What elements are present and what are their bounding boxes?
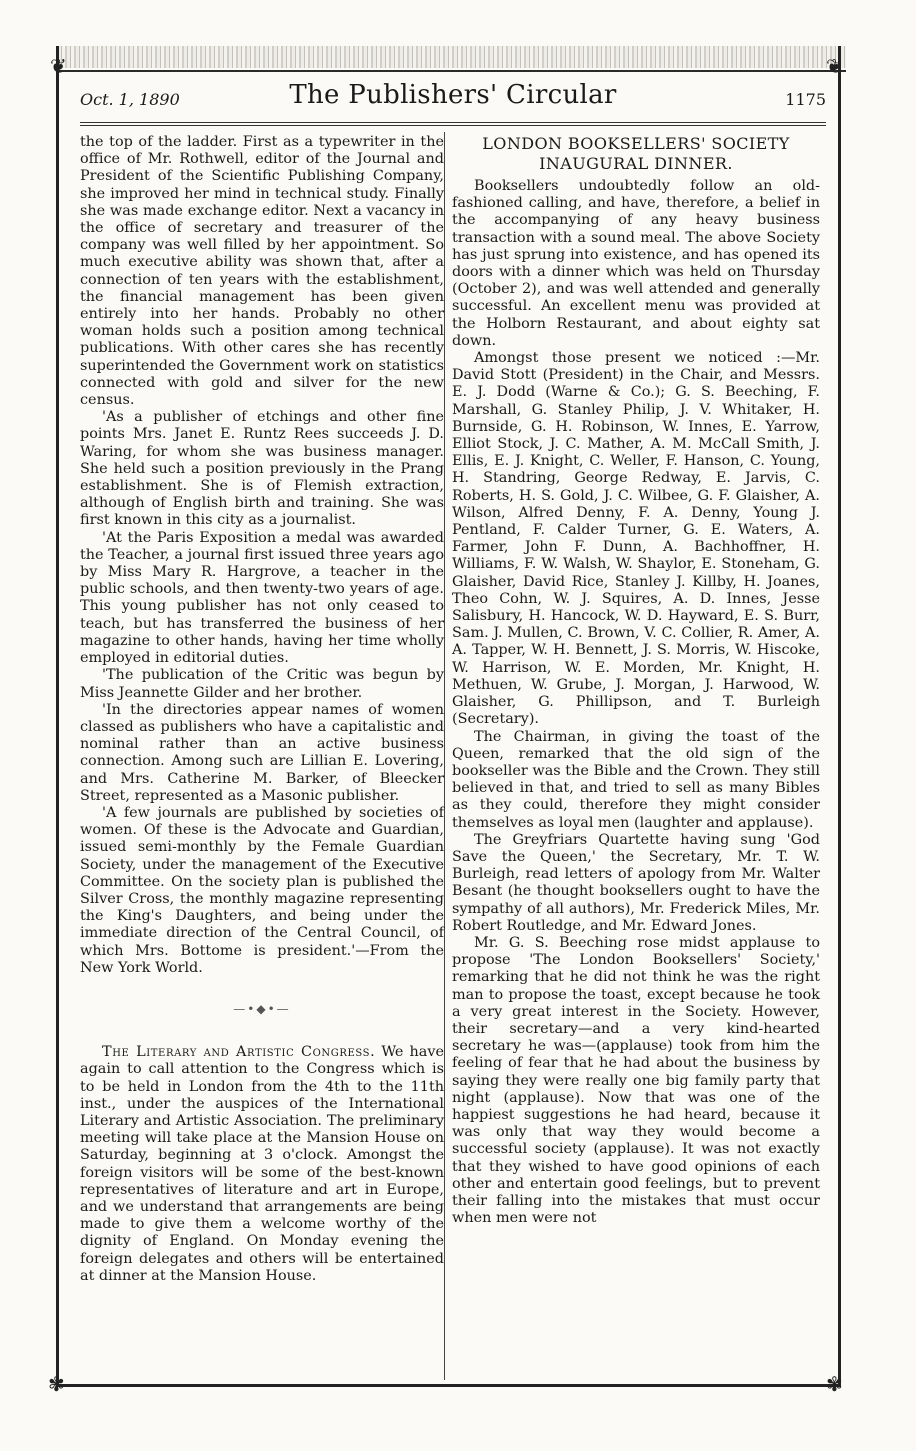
- article-paragraph: 'The publication of the Critic was begun by Miss Jeannette Gilder and her brother.: [80, 667, 444, 701]
- article-paragraph: Mr. G. S. Beeching rose midst applause to propose 'The London Booksellers' Society,' remarking that he did not think he was the right man to propose the toast, except because he took a very great interest in the Society. However, their secretary—and a very kind-hearted secretary he was—(applause) took from him the feeling of fear that he had about the business by saying they were really one big family party that night (applause). Now that was one of the happiest suggestions he had heard, because it was only that way they would become a successful society (applause). It was not exactly that they wished to have good opinions of each other and entertain good feelings, but to prevent their falling into the mistakes that must occur when men were not: [452, 934, 820, 1227]
- congress-article: [80, 1044, 444, 1285]
- congress-title: The Literary and Artistic Congress.: [102, 1044, 376, 1061]
- right-column: [452, 134, 820, 1227]
- top-border-band: [56, 46, 846, 68]
- article-paragraph: Booksellers undoubtedly follow an old-fashioned calling, and have, therefore, a belief in the accompanying of any heavy business transaction with a sound meal. The above Society has just sprung into existence, and has opened its doors with a dinner which was held on Thursday (October 2), and was well attended and generally successful. An excellent menu was provided at the Holborn Restaurant, and about eighty sat down.: [452, 178, 820, 349]
- header-page-number: 1175: [785, 90, 826, 109]
- header-date: Oct. 1, 1890: [80, 90, 180, 109]
- header-title: The Publishers' Circular: [289, 80, 617, 110]
- article-paragraph: 'As a publisher of etchings and other fine points Mrs. Janet E. Runtz Rees succeeds J. D. Waring, for whom she was business manager. She held such a position previously in the Prang establishment. She is of Flemish extraction, although of English birth and training. She was first known in this city as a journalist.: [80, 409, 444, 529]
- page-header: [80, 80, 826, 116]
- article-paragraph: Amongst those present we noticed :—Mr. David Stott (President) in the Chair, and Messrs. E. J. Dodd (Warne & Co.); G. S. Beeching, F. Marshall, G. Stanley Philip, J. V. Whitaker, H. Burnside, G. H. Robinson, W. Innes, E. Yarrow, Elliot Stock, J. C. Mather, A. M. McCall Smith, J. Ellis, E. J. Knight, C. Weller, F. Hanson, C. Young, H. Standring, George Redway, E. Jarvis, C. Roberts, H. S. Gold, J. C. Wilbee, G. F. Glaisher, A. Wilson, Alfred Denny, F. A. Denny, Young J. Pentland, F. Calder Turner, G. E. Waters, A. Farmer, John F. Dunn, A. Bachhoffner, H. Williams, F. W. Walsh, W. Shaylor, E. Stoneham, G. Glaisher, David Rice, Stanley J. Killby, H. Joanes, Theo Cohn, W. J. Squires, A. D. Innes, Jesse Salisbury, H. Hancock, W. D. Hayward, E. S. Burr, Sam. J. Mullen, C. Brown, V. C. Collier, R. Amer, A. A. Tapper, W. H. Bennett, J. S. Morris, W. Hiscoke, W. Harrison, W. E. Morden, Mr. Knight, H. Methuen, W. Grube, J. Morgan, J. Harwood, W. Glaisher, G. Phillipson, and T. Burleigh (Secretary).: [452, 350, 820, 728]
- left-column: [80, 134, 444, 1285]
- article-paragraph: 'At the Paris Exposition a medal was awarded the Teacher, a journal first issued three years ago by Miss Mary R. Hargrove, a teacher in the public schools, and then twenty-two years of age. This young publisher has not only ceased to teach, but has transferred the business of her magazine to other hands, having her time wholly employed in editorial duties.: [80, 529, 444, 667]
- heading-line-2: INAUGURAL DINNER.: [539, 154, 733, 173]
- article-paragraph: 'In the directories appear names of women classed as publishers who have a capitalistic and nominal rather than an active business connection. Among such are Lillian E. Lovering, and Mrs. Catherine M. Barker, of Bleecker Street, represented as a Masonic publisher.: [80, 701, 444, 804]
- top-border-line: [56, 70, 846, 72]
- article-heading: [452, 134, 820, 174]
- top-left-ornament-icon: ❦: [50, 54, 67, 78]
- column-divider: [444, 132, 445, 1380]
- article-paragraph: 'A few journals are published by societies of women. Of these is the Advocate and Guardian, issued semi-monthly by the Female Guardian Society, under the management of the Executive Committee. On the society plan is published the Silver Cross, the monthly magazine representing the King's Daughters, and being under the immediate direction of the Central Council, of which Mrs. Bottome is president.'—From the New York World.: [80, 804, 444, 976]
- article-paragraph: The Chairman, in giving the toast of the Queen, remarked that the old sign of the bookseller was the Bible and the Crown. They still believed in that, and tried to sell as many Bibles as they could, therefore they might consider themselves as loyal men (laughter and applause).: [452, 728, 820, 831]
- article-paragraph: the top of the ladder. First as a typewriter in the office of Mr. Rothwell, editor of the Journal and President of the Scientific Publishing Company, she improved her mind in technical study. Finally she was made exchange editor. Next a vacancy in the office of secretary and treasurer of the company was well filled by her appointment. So much executive ability was shown that, after a connection of ten years with the establishment, the financial management has been given entirely into her hands. Probably no other woman holds such a position among technical publications. With other cares she has recently superintended the Government work on statistics connected with gold and silver for the new census.: [80, 134, 444, 409]
- top-right-ornament-icon: ❦: [826, 54, 843, 78]
- header-rule-double: [80, 125, 826, 126]
- bottom-left-ornament-icon: ✾: [48, 1372, 65, 1396]
- heading-line-1: LONDON BOOKSELLERS' SOCIETY: [482, 134, 790, 153]
- section-separator: —•◆•—: [233, 1001, 291, 1016]
- header-rule: [80, 122, 826, 123]
- left-border-rule: [56, 46, 59, 1386]
- bottom-right-ornament-icon: ✾: [826, 1372, 843, 1396]
- right-border-rule: [838, 46, 841, 1386]
- congress-text: We have again to call attention to the Congress which is to be held in London from the 4th to the 11th inst., under the auspices of the International Literary and Artistic Association. The preliminary meeting will take place at the Mansion House on Saturday, beginning at 3 o'clock. Amongst the foreign visitors will be some of the best-known representatives of literature and art in Europe, and we understand that arrangements are being made to give them a welcome worthy of the dignity of England. On Monday evening the foreign delegates and others will be entertained at dinner at the Mansion House.: [80, 1044, 444, 1284]
- bottom-border-rule: [56, 1384, 841, 1387]
- article-paragraph: The Greyfriars Quartette having sung 'God Save the Queen,' the Secretary, Mr. T. W. Burleigh, read letters of apology from Mr. Walter Besant (he thought booksellers ought to have the sympathy of all authors), Mr. Frederick Miles, Mr. Robert Routledge, and Mr. Edward Jones.: [452, 831, 820, 934]
